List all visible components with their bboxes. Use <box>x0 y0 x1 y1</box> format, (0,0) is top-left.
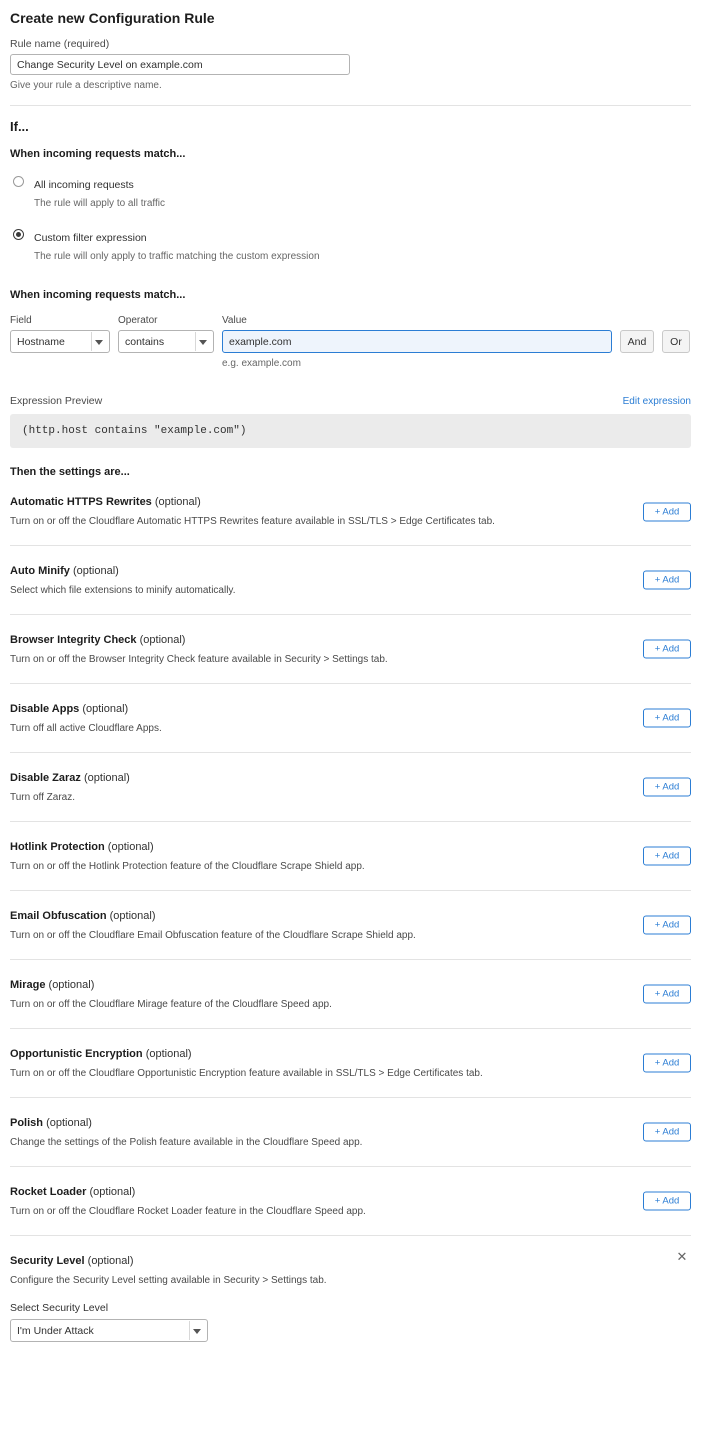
radio-icon-all-requests[interactable] <box>13 176 24 187</box>
setting-title-text: Polish <box>10 1117 44 1129</box>
setting-optional-tag: (optional) <box>46 1117 92 1129</box>
edit-expression-link[interactable]: Edit expression <box>622 396 691 407</box>
field-select-value: Hostname <box>17 335 65 348</box>
security-level-select-separator <box>189 1321 190 1340</box>
setting-title-text: Email Obfuscation <box>10 910 107 922</box>
setting-description: Turn on or off the Cloudflare Opportunistic Encryption feature available in SSL/TLS > Edge Certificates tab. <box>10 1068 483 1079</box>
add-button-disable-zaraz[interactable]: + Add <box>643 778 691 797</box>
setting-title <box>10 772 691 784</box>
setting-mirage <box>10 960 691 1029</box>
operator-label: Operator <box>118 315 158 326</box>
setting-title-text: Opportunistic Encryption <box>10 1048 143 1060</box>
select-security-level-label: Select Security Level <box>10 1302 109 1314</box>
setting-optional-tag: (optional) <box>145 1048 192 1060</box>
setting-optional-tag: (optional) <box>82 703 129 715</box>
expression-preview-header <box>10 395 691 407</box>
setting-polish <box>10 1098 691 1167</box>
add-button-automatic-https-rewrites[interactable]: + Add <box>643 502 691 521</box>
expression-preview-label: Expression Preview <box>10 395 103 407</box>
setting-title <box>10 1048 691 1060</box>
setting-description: Turn on or off the Hotlink Protection feature of the Cloudflare Scrape Shield app. <box>10 861 365 872</box>
radio-desc-custom-filter: The rule will only apply to traffic matching the custom expression <box>34 250 320 262</box>
or-button-wrap <box>662 315 690 353</box>
setting-title <box>10 910 691 922</box>
setting-description: Select which file extensions to minify automatically. <box>10 585 236 596</box>
page-title: Create new Configuration Rule <box>10 10 215 26</box>
setting-hotlink-protection <box>10 822 691 891</box>
rule-name-group <box>10 38 691 91</box>
setting-title <box>10 1186 691 1198</box>
setting-title <box>10 703 691 715</box>
or-button[interactable]: Or <box>662 330 690 353</box>
if-section-title: If... <box>10 119 29 134</box>
expression-preview-code: (http.host contains "example.com") <box>10 414 691 448</box>
setting-title-text: Hotlink Protection <box>10 841 105 853</box>
setting-rocket-loader <box>10 1167 691 1236</box>
add-button-hotlink-protection[interactable]: + Add <box>643 847 691 866</box>
setting-title <box>10 979 691 991</box>
add-button-polish[interactable]: + Add <box>643 1123 691 1142</box>
security-level-select-value: I'm Under Attack <box>17 1324 94 1337</box>
operator-select-separator <box>195 332 196 351</box>
setting-title <box>10 1255 691 1267</box>
field-column <box>10 315 110 353</box>
setting-title <box>10 1117 691 1129</box>
setting-title-text: Rocket Loader <box>10 1186 87 1198</box>
add-button-disable-apps[interactable]: + Add <box>643 709 691 728</box>
setting-title-text: Browser Integrity Check <box>10 634 137 646</box>
configuration-rule-form <box>0 10 701 1360</box>
field-select[interactable] <box>10 330 110 353</box>
setting-email-obfuscation <box>10 891 691 960</box>
setting-description: Turn off all active Cloudflare Apps. <box>10 723 162 734</box>
add-button-auto-minify[interactable]: + Add <box>643 571 691 590</box>
setting-automatic-https-rewrites <box>10 478 691 546</box>
setting-title-text: Auto Minify <box>10 565 70 577</box>
radio-option-all-requests[interactable] <box>10 174 691 211</box>
value-hint: e.g. example.com <box>222 358 301 369</box>
setting-title-text: Automatic HTTPS Rewrites <box>10 496 152 508</box>
radio-option-custom-filter[interactable] <box>10 227 691 264</box>
setting-title-text: Mirage <box>10 979 46 991</box>
setting-title-text: Security Level <box>10 1255 85 1267</box>
setting-optional-tag: (optional) <box>109 910 156 922</box>
setting-description: Turn on or off the Cloudflare Rocket Loader feature in the Cloudflare Speed app. <box>10 1206 366 1217</box>
setting-optional-tag: (optional) <box>89 1186 136 1198</box>
settings-list <box>10 478 691 1360</box>
setting-optional-tag: (optional) <box>72 565 119 577</box>
add-button-rocket-loader[interactable]: + Add <box>643 1192 691 1211</box>
setting-security-level <box>10 1236 691 1360</box>
add-button-opportunistic-encryption[interactable]: + Add <box>643 1054 691 1073</box>
setting-description: Turn off Zaraz. <box>10 792 76 803</box>
expression-match-label: When incoming requests match... <box>10 289 186 301</box>
setting-description: Turn on or off the Cloudflare Mirage feature of the Cloudflare Speed app. <box>10 999 332 1010</box>
setting-optional-tag: (optional) <box>154 496 201 508</box>
chevron-down-icon <box>193 1329 201 1334</box>
expression-builder-row <box>10 315 691 369</box>
security-level-select[interactable] <box>10 1319 208 1342</box>
close-icon[interactable]: ✕ <box>676 1249 688 1264</box>
radio-label-custom-filter: Custom filter expression <box>34 231 147 244</box>
field-select-separator <box>91 332 92 351</box>
field-label: Field <box>10 315 32 326</box>
rule-name-input[interactable] <box>10 54 350 75</box>
setting-title-text: Disable Apps <box>10 703 80 715</box>
setting-title <box>10 841 691 853</box>
setting-description: Configure the Security Level setting available in Security > Settings tab. <box>10 1275 327 1286</box>
setting-title-text: Disable Zaraz <box>10 772 81 784</box>
setting-disable-zaraz <box>10 753 691 822</box>
setting-optional-tag: (optional) <box>139 634 186 646</box>
setting-description: Turn on or off the Cloudflare Automatic HTTPS Rewrites feature available in SSL/TLS > Edge Certificates tab. <box>10 516 495 527</box>
setting-auto-minify <box>10 546 691 615</box>
setting-title <box>10 565 691 577</box>
radio-label-all-requests: All incoming requests <box>34 179 134 191</box>
rule-name-label: Rule name (required) <box>10 38 110 50</box>
and-button[interactable]: And <box>620 330 654 353</box>
setting-optional-tag: (optional) <box>48 979 95 991</box>
add-button-email-obfuscation[interactable]: + Add <box>643 916 691 935</box>
setting-description: Turn on or off the Cloudflare Email Obfuscation feature of the Cloudflare Scrape Shield app. <box>10 930 416 941</box>
setting-description: Turn on or off the Browser Integrity Check feature available in Security > Settings tab. <box>10 654 388 665</box>
operator-select-value: contains <box>125 335 165 348</box>
setting-optional-tag: (optional) <box>87 1255 134 1267</box>
setting-optional-tag: (optional) <box>107 841 154 853</box>
setting-description: Change the settings of the Polish feature available in the Cloudflare Speed app. <box>10 1137 363 1148</box>
chevron-down-icon <box>199 340 207 345</box>
operator-select[interactable] <box>118 330 214 353</box>
operator-column <box>118 315 214 353</box>
and-button-wrap <box>620 315 654 353</box>
then-section-title: Then the settings are... <box>10 466 130 478</box>
setting-opportunistic-encryption <box>10 1029 691 1098</box>
divider-top <box>10 105 691 106</box>
radio-icon-custom-filter[interactable] <box>13 229 24 240</box>
add-button-mirage[interactable]: + Add <box>643 985 691 1004</box>
setting-browser-integrity-check <box>10 615 691 684</box>
value-column <box>222 315 612 369</box>
setting-title <box>10 496 691 508</box>
if-match-label: When incoming requests match... <box>10 148 186 160</box>
rule-name-helper: Give your rule a descriptive name. <box>10 80 162 91</box>
chevron-down-icon <box>95 340 103 345</box>
setting-optional-tag: (optional) <box>83 772 130 784</box>
radio-desc-all-requests: The rule will apply to all traffic <box>34 198 165 209</box>
setting-title <box>10 634 691 646</box>
add-button-browser-integrity-check[interactable]: + Add <box>643 640 691 659</box>
setting-disable-apps <box>10 684 691 753</box>
value-input[interactable] <box>222 330 612 353</box>
value-label: Value <box>222 315 247 326</box>
